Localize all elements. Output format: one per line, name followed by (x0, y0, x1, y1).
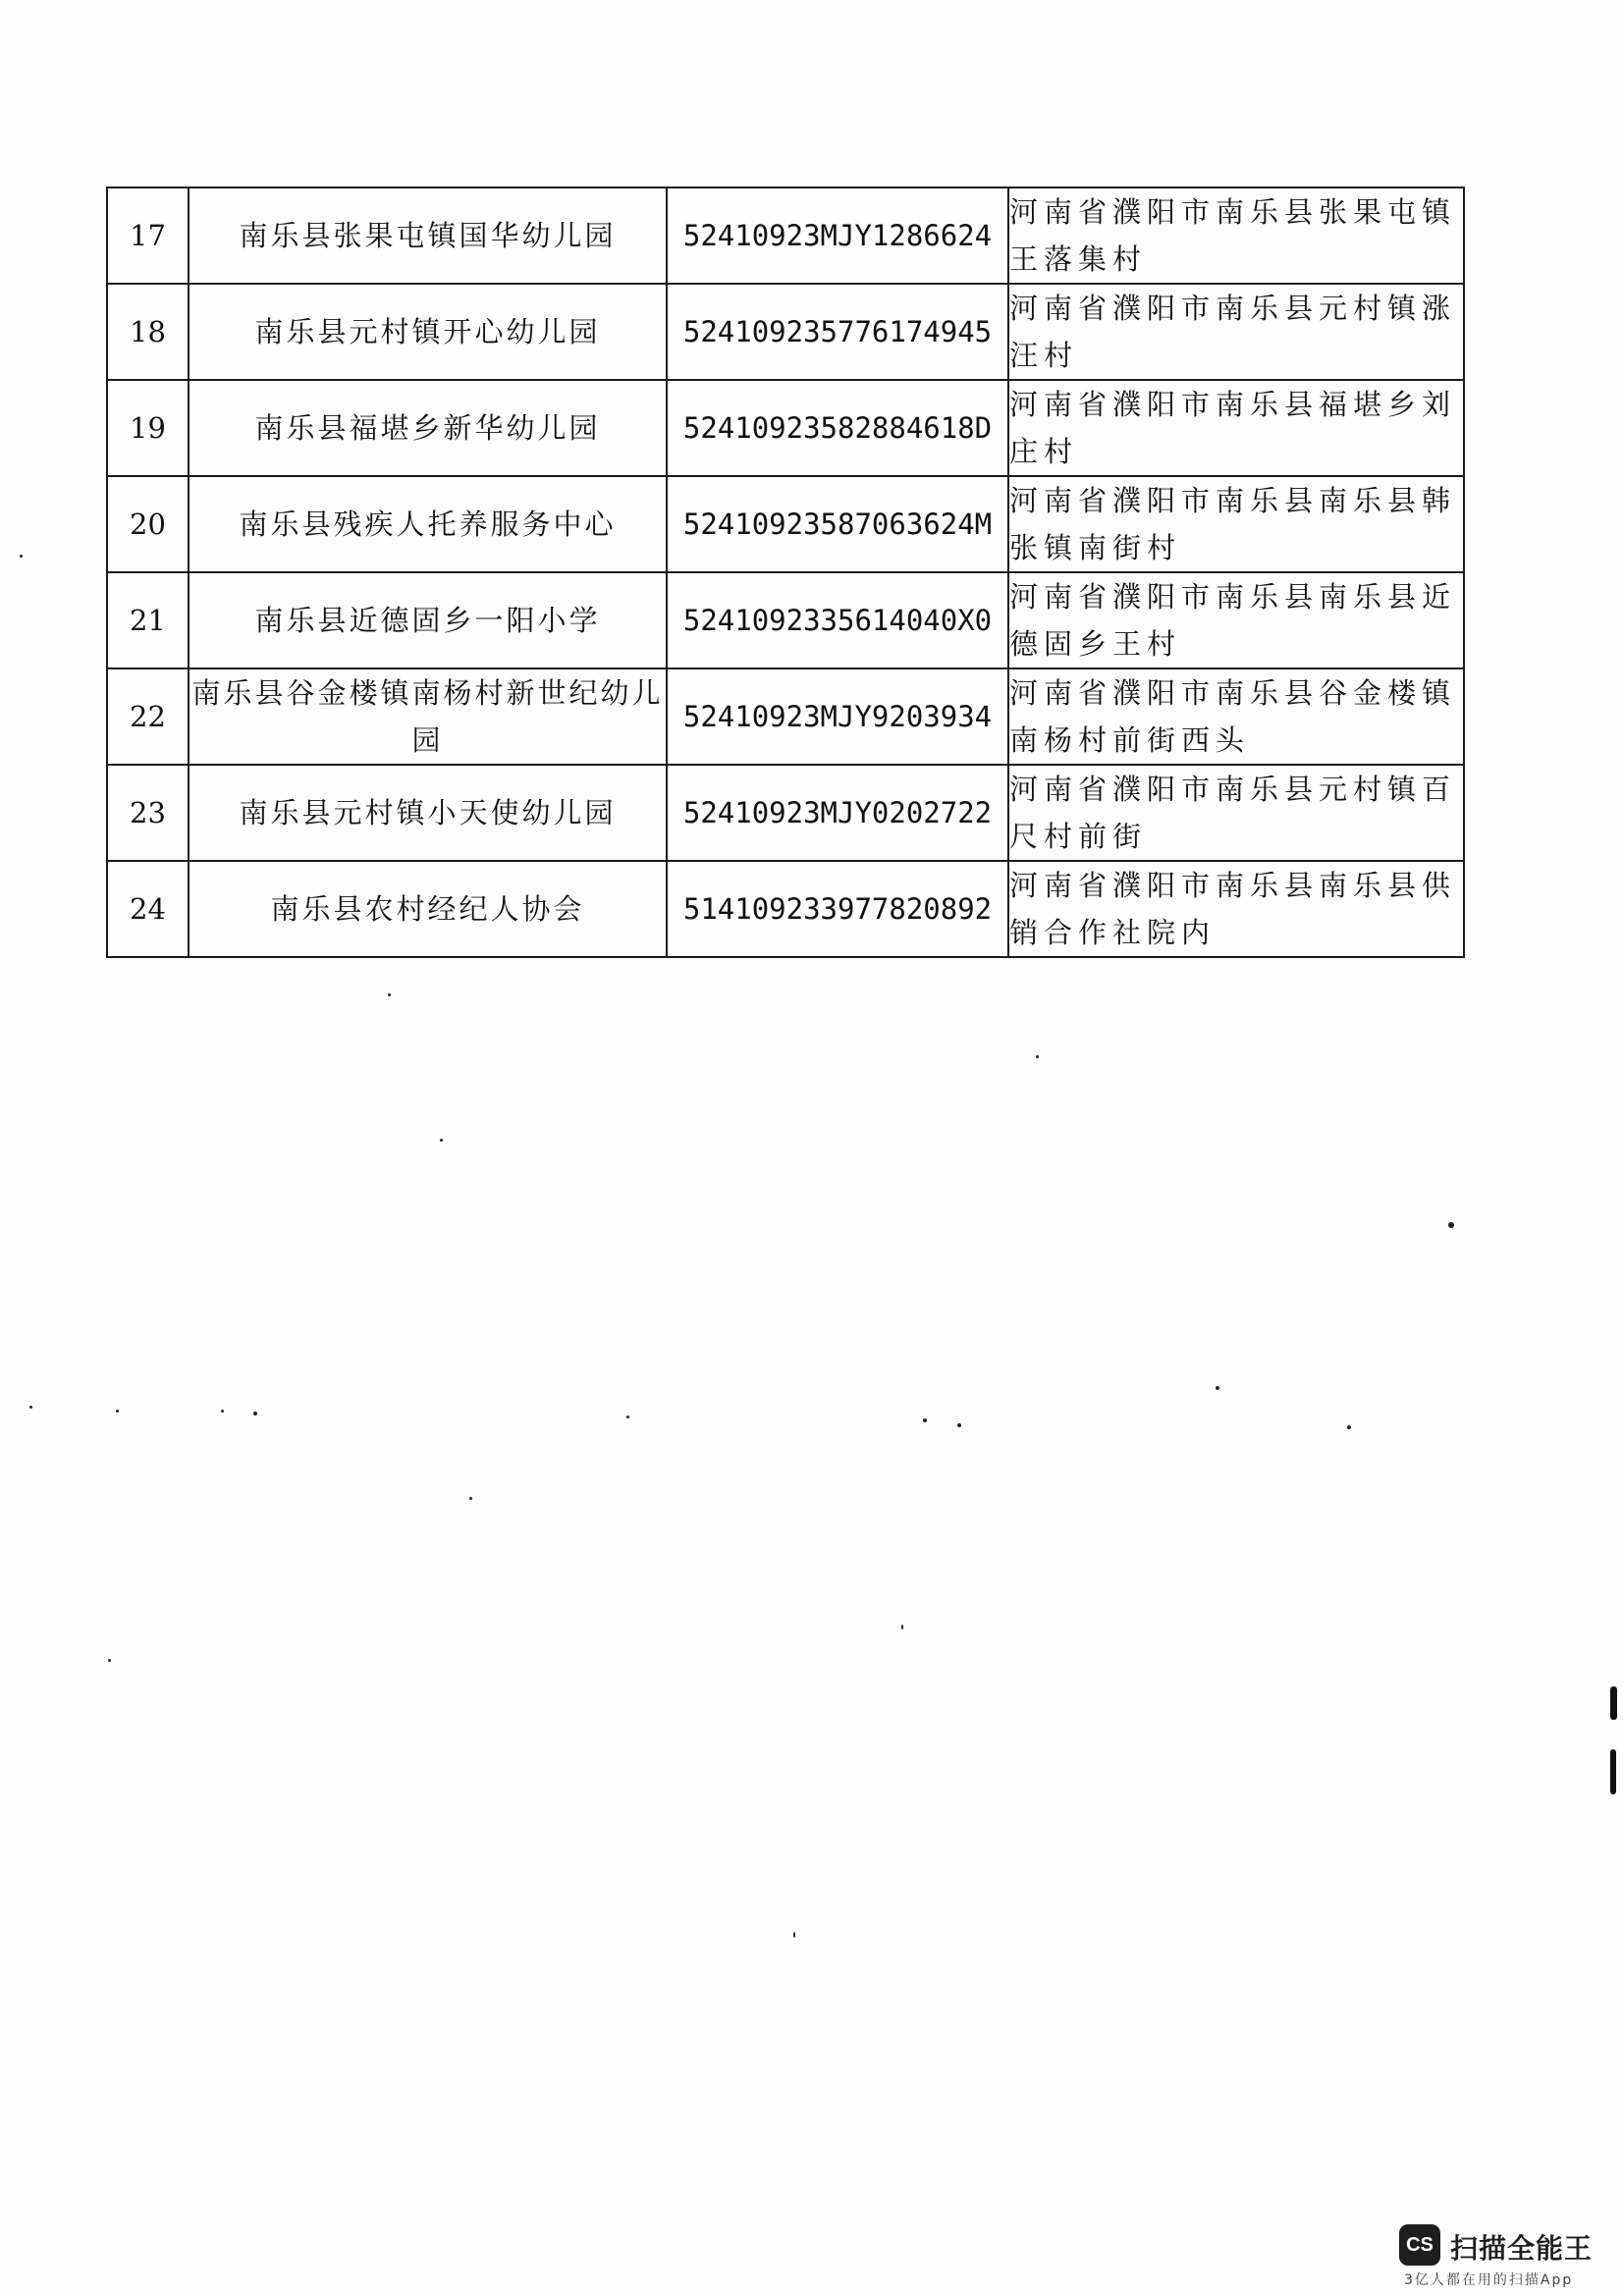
credit-code: 524109235776174945 (667, 284, 1008, 380)
organization-name: 南乐县近德固乡一阳小学 (189, 572, 667, 668)
table-row (107, 380, 1464, 476)
credit-code: 52410923MJY0202722 (667, 765, 1008, 861)
row-number: 17 (107, 187, 189, 284)
scan-speck (253, 1412, 257, 1415)
table-row (107, 187, 1464, 284)
organization-name: 南乐县元村镇开心幼儿园 (189, 284, 667, 380)
table-row (107, 861, 1464, 957)
scan-speck (1448, 1222, 1454, 1228)
organization-name: 南乐县张果屯镇国华幼儿园 (189, 187, 667, 284)
address: 河南省濮阳市南乐县谷金楼镇南杨村前街西头 (1008, 668, 1464, 765)
table-row (107, 668, 1464, 765)
scan-speck (1216, 1386, 1219, 1390)
scan-speck (29, 1406, 32, 1409)
address: 河南省濮阳市南乐县南乐县近德固乡王村 (1008, 572, 1464, 668)
row-number: 20 (107, 476, 189, 572)
scan-speck (221, 1410, 224, 1413)
scan-speck (793, 1932, 795, 1938)
watermark-app-name: 扫描全能王 (1450, 2232, 1594, 2265)
address: 河南省濮阳市南乐县元村镇百尺村前街 (1008, 765, 1464, 861)
scan-speck (108, 1659, 111, 1662)
camscanner-logo: CS (1399, 2224, 1440, 2266)
scan-speck (1347, 1425, 1351, 1429)
scan-edge-mark (1610, 1749, 1616, 1794)
row-number: 23 (107, 765, 189, 861)
table-body (107, 187, 1464, 957)
organization-name: 南乐县农村经纪人协会 (189, 861, 667, 957)
scan-speck (923, 1418, 927, 1422)
address: 河南省濮阳市南乐县福堪乡刘庄村 (1008, 380, 1464, 476)
scan-speck (1036, 1055, 1039, 1058)
credit-code: 52410923582884618D (667, 380, 1008, 476)
organization-name: 南乐县福堪乡新华幼儿园 (189, 380, 667, 476)
organization-name: 南乐县谷金楼镇南杨村新世纪幼儿园 (189, 668, 667, 765)
address: 河南省濮阳市南乐县元村镇涨汪村 (1008, 284, 1464, 380)
credit-code: 514109233977820892 (667, 861, 1008, 957)
address: 河南省濮阳市南乐县张果屯镇王落集村 (1008, 187, 1464, 284)
scan-speck (20, 555, 23, 558)
scan-speck (116, 1410, 119, 1413)
row-number: 21 (107, 572, 189, 668)
organization-name: 南乐县残疾人托养服务中心 (189, 476, 667, 572)
table-row (107, 765, 1464, 861)
table-row (107, 572, 1464, 668)
credit-code: 52410923587063624M (667, 476, 1008, 572)
watermark-tagline: 3亿人都在用的扫描App (1404, 2272, 1574, 2288)
row-number: 22 (107, 668, 189, 765)
address: 河南省濮阳市南乐县南乐县供销合作社院内 (1008, 861, 1464, 957)
table-row (107, 284, 1464, 380)
table-row (107, 476, 1464, 572)
credit-code: 52410923MJY9203934 (667, 668, 1008, 765)
scan-speck (440, 1139, 443, 1142)
credit-code: 52410923MJY1286624 (667, 187, 1008, 284)
scan-speck (901, 1625, 903, 1629)
scan-speck (388, 993, 391, 996)
address: 河南省濮阳市南乐县南乐县韩张镇南街村 (1008, 476, 1464, 572)
row-number: 24 (107, 861, 189, 957)
organization-table (106, 187, 1465, 958)
organization-name: 南乐县元村镇小天使幼儿园 (189, 765, 667, 861)
credit-code: 5241092335614040X0 (667, 572, 1008, 668)
row-number: 19 (107, 380, 189, 476)
scan-speck (957, 1423, 961, 1427)
scan-speck (469, 1497, 472, 1500)
scanner-watermark (1399, 2224, 1596, 2288)
row-number: 18 (107, 284, 189, 380)
scan-edge-mark (1610, 1686, 1617, 1720)
scan-speck (626, 1415, 629, 1418)
